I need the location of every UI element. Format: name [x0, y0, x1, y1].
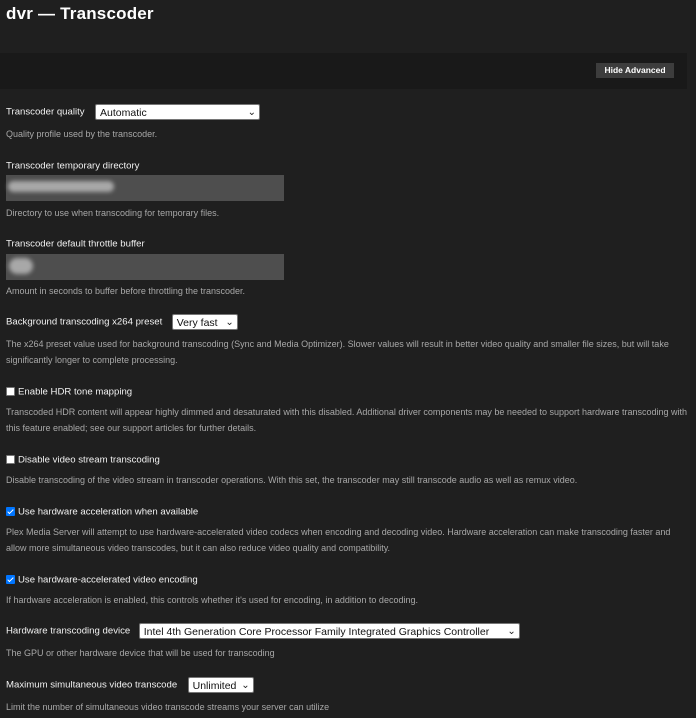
hw-encoding-checkbox[interactable]	[6, 575, 15, 584]
chevron-down-icon: ⌄	[507, 625, 516, 637]
hide-advanced-button[interactable]: Hide Advanced	[596, 63, 674, 78]
x264-value: Very fast	[176, 316, 218, 329]
chevron-down-icon: ⌄	[247, 106, 257, 118]
hdr-help: Transcoded HDR content will appear highly dimmed and desaturated with this disabled. Additional driver components may be needed to support hardware transcoding with this feature enabled; see our support articles for further details.	[6, 407, 688, 433]
x264-label: Background transcoding x264 preset	[6, 316, 163, 328]
throttle-row	[6, 235, 145, 253]
chevron-down-icon: ⌄	[241, 679, 250, 691]
hw-device-value: Intel 4th Generation Core Processor Family Integrated Graphics Controller	[143, 625, 490, 638]
hdr-label: Enable HDR tone mapping	[18, 386, 133, 398]
quality-label: Transcoder quality	[6, 106, 85, 118]
hdr-row	[6, 383, 132, 401]
hw-device-select[interactable]	[139, 623, 520, 639]
quality-row	[6, 103, 260, 121]
max-transcodes-select[interactable]	[188, 677, 254, 693]
hw-device-help: The GPU or other hardware device that will be used for transcoding	[6, 648, 275, 658]
redacted-value	[8, 181, 114, 192]
x264-select[interactable]	[172, 314, 238, 330]
x264-help: The x264 preset value used for background transcoding (Sync and Media Optimizer). Slower values will result in better video quality and smaller file sizes, but will take significantly longer to complete processing.	[6, 339, 669, 365]
throttle-label: Transcoder default throttle buffer	[6, 238, 145, 250]
hw-encoding-row	[6, 571, 198, 589]
disable-video-row	[6, 451, 160, 469]
quality-select[interactable]	[95, 104, 260, 120]
toolbar	[0, 53, 687, 89]
chevron-down-icon: ⌄	[225, 316, 234, 328]
temp-dir-row	[6, 157, 139, 175]
hw-accel-row	[6, 503, 198, 521]
throttle-help: Amount in seconds to buffer before throttling the transcoder.	[6, 286, 245, 296]
page-title: dvr — Transcoder	[6, 4, 154, 23]
max-transcodes-row	[6, 676, 254, 694]
quality-value: Automatic	[100, 106, 147, 119]
hw-accel-checkbox[interactable]	[6, 507, 15, 516]
hw-encoding-help: If hardware acceleration is enabled, this controls whether it's used for encoding, in addition to decoding.	[6, 595, 418, 605]
disable-video-help: Disable transcoding of the video stream in transcoder operations. With this set, the transcoder may still transcode audio as well as remux video.	[6, 475, 578, 485]
x264-row	[6, 313, 238, 331]
hdr-checkbox[interactable]	[6, 387, 15, 396]
hw-encoding-label: Use hardware-accelerated video encoding	[18, 574, 198, 586]
disable-video-checkbox[interactable]	[6, 455, 15, 464]
redacted-value	[9, 258, 33, 274]
max-transcodes-label: Maximum simultaneous video transcode	[6, 679, 178, 691]
max-transcodes-value: Unlimited	[192, 679, 237, 692]
hw-accel-help: Plex Media Server will attempt to use hardware-accelerated video codecs when encoding and decoding video. Hardware acceleration can make transcoding faster and allow more simultaneous video transcodes, but it can also reduce video quality and compatibility.	[6, 527, 671, 553]
hw-device-row	[6, 622, 520, 640]
disable-video-label: Disable video stream transcoding	[18, 454, 160, 466]
temp-dir-input[interactable]	[6, 175, 284, 201]
hw-device-label: Hardware transcoding device	[6, 625, 131, 637]
temp-dir-help: Directory to use when transcoding for temporary files.	[6, 208, 220, 218]
throttle-input[interactable]	[6, 254, 284, 280]
quality-help: Quality profile used by the transcoder.	[6, 129, 158, 139]
temp-dir-label: Transcoder temporary directory	[6, 160, 140, 172]
hw-accel-label: Use hardware acceleration when available	[18, 506, 199, 518]
max-transcodes-help: Limit the number of simultaneous video transcode streams your server can utilize	[6, 702, 330, 712]
